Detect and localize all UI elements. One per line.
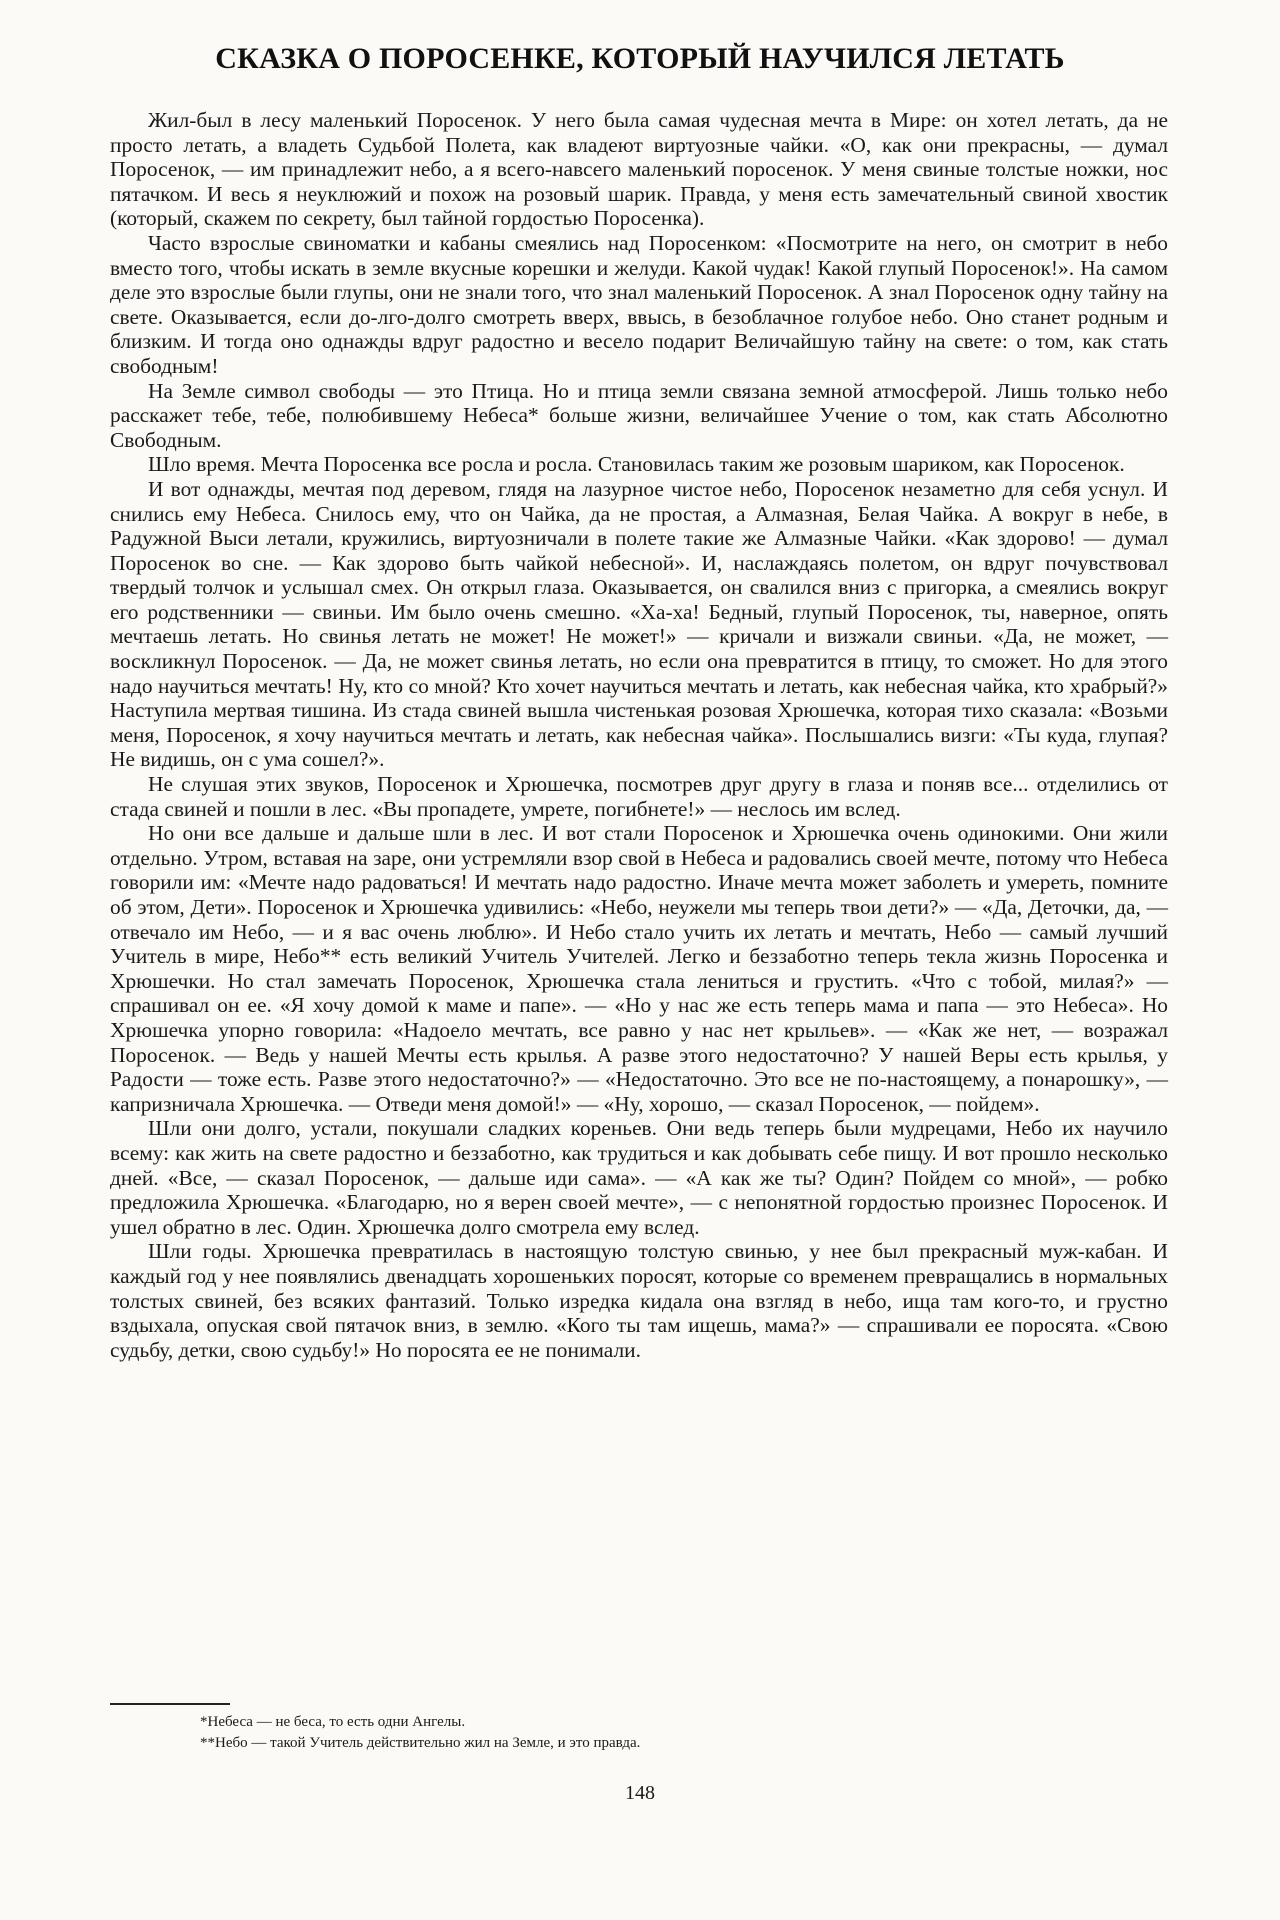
paragraph: Шли они долго, устали, покушали сладких кореньев. Они ведь теперь были мудрецами, Небо их научило всему: как жить на свете радостно и беззаботно, как трудиться и как добывать себе пищу. И вот прошло несколько дней. «Все, — сказал Поросенок, — дальше иди сама». — «А как же ты? Один? Пойдем со мной», — робко предложила Хрюшечка. «Благодарю, но я верен своей мечте», — с непонятной гордостью произнес Поросенок. И ушел обратно в лес. Один. Хрюшечка долго смотрела ему вслед. — [110, 1116, 1168, 1239]
paragraph: Часто взрослые свиноматки и кабаны смеялись над Поросенком: «Посмотрите на него, он смотрит в небо вместо того, чтобы искать в земле вкусные корешки и желуди. Какой чудак! Какой глупый Поросенок!». На самом деле это взрослые были глупы, они не знали того, что знал маленький Поросенок. А знал Поросенок одну тайну на свете. Оказывается, если до-лго-долго смотреть вверх, ввысь, в безоблачное голубое небо. Оно станет родным и близким. И тогда оно однажды вдруг радостно и весело подарит Величайшую тайну на свете: о том, как стать свободным! — [110, 230, 1168, 378]
page-number: 148 — [625, 1782, 655, 1804]
footnote-divider — [110, 1703, 230, 1705]
paragraph: Жил-был в лесу маленький Поросенок. У него была самая чудесная мечта в Мире: он хотел летать, да не просто летать, а владеть Судьбой Полета, как владеют виртуозные чайки. «О, как они прекрасны, — думал Поросенок, — им принадлежит небо, а я всего-навсего маленький поросенок. У меня свиные толстые ножки, нос пятачком. И весь я неуклюжий и похож на розовый шарик. Правда, у меня есть замечательный свиной хвостик (который, скажем по секрету, был тайной гордостью Поросенка). — [110, 108, 1168, 231]
paragraph: Но они все дальше и дальше шли в лес. И вот стали Поросенок и Хрюшечка очень одинокими. Они жили отдельно. Утром, вставая на заре, они устремляли взор свой в Небеса и радовались своей мечте, потому что Небеса говорили им: «Мечте надо радоваться! И мечтать надо радостно. Иначе мечта может заболеть и умереть, помните об этом, Дети». Поросенок и Хрюшечка удивились: «Небо, неужели мы теперь твои дети?» — «Да, Деточки, да, — отвечало им Небо, — и я вас очень люблю». И Небо стало учить их летать и мечтать, Небо — самый лучший Учитель в мире, Небо** есть великий Учитель Учителей. Легко и беззаботно теперь текла жизнь Поросенка и Хрюшечки. Но стал замечать Поросенок, Хрюшечка стала лениться и грустить. «Что с тобой, милая?» — спрашивал он ее. «Я хочу домой к маме и папе». — «Но у нас же есть теперь мама и папа — это Небеса». Но Хрюшечка упорно говорила: «Надоело мечтать, все равно у нас нет крыльев». — «Как же нет, — возражал Поросенок. — Ведь у нашей Мечты есть крылья. А разве этого недостаточно? У нашей Веры есть крылья, у Радости — тоже есть. Разве этого недостаточно?» — «Недостаточно. Это все не по-настоящему, а понарошку», — капризничала Хрюшечка. — Отведи меня домой!» — «Ну, хорошо, — сказал Поросенок, — пойдем». — [110, 821, 1168, 1116]
page-title: СКАЗКА О ПОРОСЕНКЕ, КОТОРЫЙ НАУЧИЛСЯ ЛЕТАТЬ — [215, 42, 1065, 75]
paragraph: Шли годы. Хрюшечка превратилась в настоящую толстую свинью, у нее был прекрасный муж-кабан. И каждый год у нее появлялись двенадцать хорошеньких поросят, которые со временем превращались в нормальных толстых свиней, без всяких фантазий. Только изредка кидала она взгляд в небо, ища там кого-то, и грустно вздыхала, опуская свой пятачок вниз, в землю. «Кого ты там ищешь, мама?» — спрашивали ее поросята. «Свою судьбу, детки, свою судьбу!» Но поросята ее не понимали. — [110, 1239, 1168, 1362]
footnote: *Небеса — не беса, то есть одни Ангелы. — [200, 1714, 466, 1730]
footnote: **Небо — такой Учитель действительно жил на Земле, и это правда. — [200, 1735, 641, 1751]
paragraph: На Земле символ свободы — это Птица. Но и птица земли связана земной атмосферой. Лишь только небо расскажет тебе, тебе, полюбившему Небеса* больше жизни, величайшее Учение о том, как стать Абсолютно Свободным. — [110, 378, 1168, 452]
footnotes — [200, 1712, 640, 1754]
story-text — [110, 108, 1168, 1362]
paragraph: Шло время. Мечта Поросенка все росла и росла. Становилась таким же розовым шариком, как Поросенок. — [148, 452, 1125, 477]
paragraph: И вот однажды, мечтая под деревом, глядя на лазурное чистое небо, Поросенок незаметно для себя уснул. И снились ему Небеса. Снилось ему, что он Чайка, да не простая, а Алмазная, Белая Чайка. А вокруг в небе, в Радужной Выси летали, кружились, виртуозничали в полете такие же Алмазные Чайки. «Как здорово! — думал Поросенок во сне. — Как здорово быть чайкой небесной». И, наслаждаясь полетом, он вдруг почувствовал твердый толчок и услышал смех. Он открыл глаза. Оказывается, он свалился вниз с пригорка, а смеялись вокруг его родственники — свиньи. Им было очень смешно. «Ха-ха! Бедный, глупый Поросенок, ты, наверное, опять мечтаешь летать. Но свинья летать не может! Не может!» — кричали и визжали свиньи. «Да, не может, — воскликнул Поросенок. — Да, не может свинья летать, но если она превратится в птицу, то сможет. Но для этого надо научиться мечтать! Ну, кто со мной? Кто хочет научиться мечтать и летать, как небесная чайка, кто храбрый?» Наступила мертвая тишина. Из стада свиней вышла чистенькая розовая Хрюшечка, которая тихо сказала: «Возьми меня, Поросенок, я хочу научиться мечтать и летать, как небесная чайка». Послышались визги: «Ты куда, глупая? Не видишь, он с ума сошел?». — [110, 476, 1168, 772]
paragraph: Не слушая этих звуков, Поросенок и Хрюшечка, посмотрев друг другу в глаза и поняв все... отделились от стада свиней и пошли в лес. «Вы пропадете, умрете, погибнете!» — неслось им вслед. — [110, 772, 1168, 821]
